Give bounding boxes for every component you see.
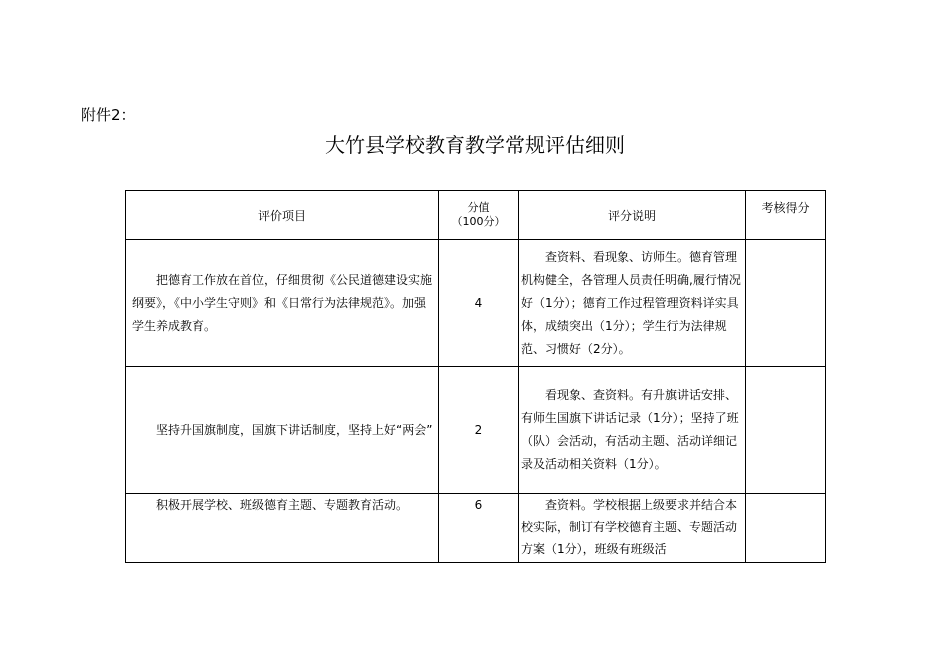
header-score-line1: 分值 — [467, 201, 490, 214]
row-result[interactable] — [746, 240, 826, 367]
row-description: 查资料。学校根据上级要求并结合本校实际，制订有学校德育主题、专题活动方案（1分），班级有班级活 — [519, 494, 746, 563]
row-description: 查资料、看现象、访师生。德育管理机构健全，各管理人员责任明确,履行情况好（1分）；德育工作过程管理资料详实具体，成绩突出（1分）；学生行为法律规范、习惯好（2分）。 — [519, 240, 746, 367]
row-score: 2 — [439, 367, 519, 494]
header-score — [439, 191, 519, 240]
row-score: 4 — [439, 240, 519, 367]
row-item: 把德育工作放在首位，仔细贯彻《公民道德建设实施纲要》，《中小学生守则》和《日常行为法律规范》。加强学生养成教育。 — [126, 240, 439, 367]
row-result[interactable] — [746, 494, 826, 563]
document-title: 大竹县学校教育教学常规评估细则 — [325, 133, 625, 157]
row-item: 积极开展学校、班级德育主题、专题教育活动。 — [126, 494, 439, 563]
table-row — [126, 240, 826, 367]
table-row — [126, 494, 826, 563]
attachment-label: 附件2： — [81, 106, 136, 124]
header-score-line2: （100分） — [451, 215, 506, 228]
row-description: 看现象、查资料。有升旗讲话安排、有师生国旗下讲话记录（1分）；坚持了班（队）会活动，有活动主题、活动详细记录及活动相关资料（1分）。 — [519, 367, 746, 494]
row-result[interactable] — [746, 367, 826, 494]
row-score: 6 — [439, 494, 519, 563]
row-item: 坚持升国旗制度，国旗下讲话制度，坚持上好“两会” — [126, 367, 439, 494]
evaluation-table — [125, 190, 826, 563]
table-header-row — [126, 191, 826, 240]
header-item: 评价项目 — [126, 191, 439, 240]
header-description: 评分说明 — [519, 191, 746, 240]
header-result: 考核得分 — [746, 191, 826, 240]
table-row — [126, 367, 826, 494]
